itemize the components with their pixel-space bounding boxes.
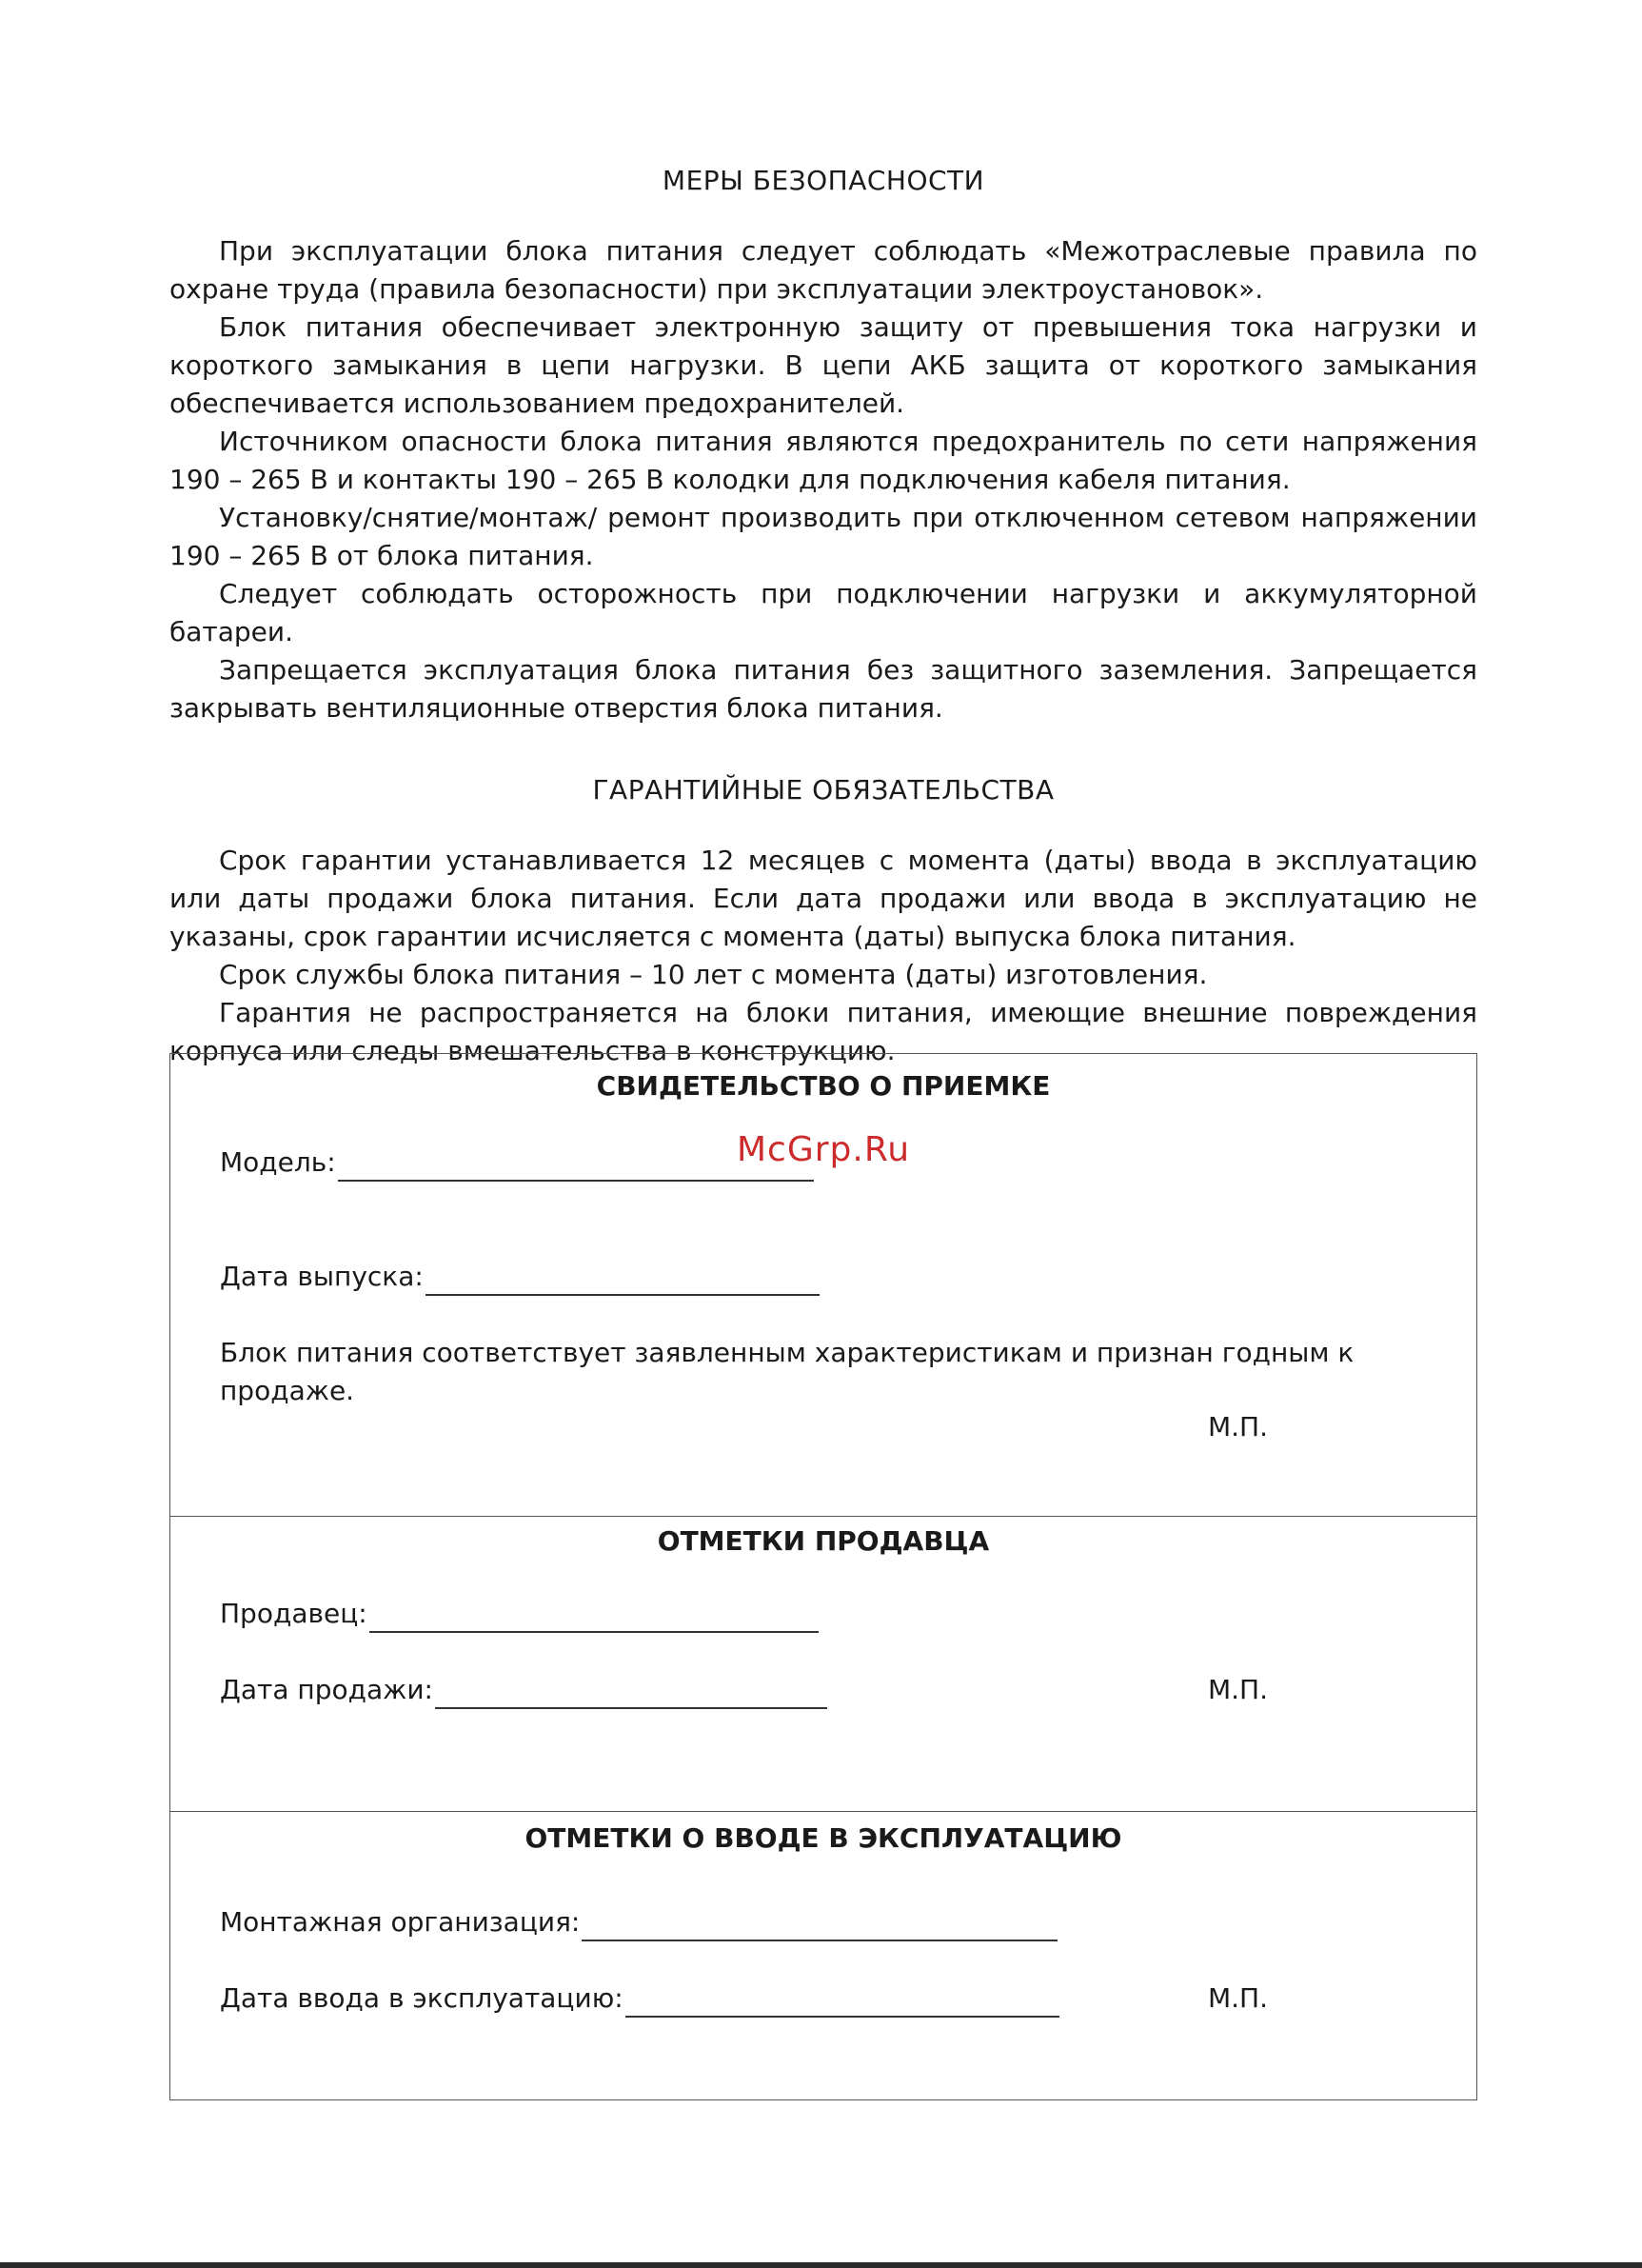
model-input-line[interactable] <box>338 1151 814 1182</box>
model-field <box>220 1144 814 1182</box>
watermark: McGrp.Ru <box>736 1130 911 1169</box>
release-date-input-line[interactable] <box>425 1265 820 1296</box>
warranty-paragraph: Срок гарантии устанавливается 12 месяцев с момента (даты) ввода в эксплуатацию или даты продажи блока питания. Если дата продажи или ввода в эксплуатацию не указаны, срок гарантии исчисляется с момента (даты) выпуска блока питания. <box>169 845 1477 952</box>
safety-paragraph: Установку/снятие/монтаж/ ремонт производить при отключенном сетевом напряжении 190 – 265 В от блока питания. <box>169 502 1477 571</box>
safety-paragraph: При эксплуатации блока питания следует соблюдать «Межотраслевые правила по охране труда (правила безопасности) при эксплуатации электроустановок». <box>169 235 1477 305</box>
org-input-line[interactable] <box>582 1911 1058 1941</box>
org-field <box>220 1903 1058 1941</box>
safety-paragraph: Блок питания обеспечивает электронную защиту от превышения тока нагрузки и короткого замыкания в цепи нагрузки. В цепи АКБ защита от короткого замыкания обеспечивается использованием предохранителей. <box>169 311 1477 419</box>
acceptance-title: СВИДЕТЕЛЬСТВО О ПРИЕМКЕ <box>596 1070 1051 1102</box>
commission-date-input-line[interactable] <box>625 1987 1059 2018</box>
commission-date-field <box>220 1980 1059 2018</box>
warranty-paragraph: Срок службы блока питания – 10 лет с момента (даты) изготовления. <box>219 959 1208 990</box>
sale-date-label: Дата продажи: <box>220 1674 433 1705</box>
safety-paragraph: Источником опасности блока питания являются предохранитель по сети напряжения 190 – 265 В и контакты 190 – 265 В колодки для подключения кабеля питания. <box>169 426 1477 495</box>
commissioning-stamp: М.П. <box>1208 1982 1269 2014</box>
certificate-box <box>169 1053 1477 2100</box>
document-body <box>169 152 1477 1070</box>
safety-paragraph: Запрещается эксплуатация блока питания без защитного заземления. Запрещается закрывать вентиляционные отверстия блока питания. <box>169 654 1477 724</box>
seller-section <box>170 1517 1476 1812</box>
warranty-title: ГАРАНТИЙНЫЕ ОБЯЗАТЕЛЬСТВА <box>592 774 1055 806</box>
seller-field <box>220 1595 819 1633</box>
safety-title: МЕРЫ БЕЗОПАСНОСТИ <box>662 165 985 196</box>
org-label: Монтажная организация: <box>220 1906 581 1938</box>
warranty-paragraphs <box>169 842 1477 1070</box>
acceptance-section <box>170 1054 1476 1517</box>
seller-label: Продавец: <box>220 1598 367 1629</box>
warranty-paragraph: Гарантия не распространяется на блоки питания, имеющие внешние повреждения корпуса или следы вмешательства в конструкцию. <box>169 997 1477 1066</box>
sale-date-field <box>220 1671 827 1709</box>
release-date-field <box>220 1258 820 1296</box>
commissioning-section <box>170 1812 1476 2099</box>
model-label: Модель: <box>220 1146 336 1178</box>
seller-stamp: М.П. <box>1208 1674 1269 1705</box>
bottom-border <box>0 2262 1642 2268</box>
seller-input-line[interactable] <box>369 1602 819 1633</box>
commission-date-label: Дата ввода в эксплуатацию: <box>220 1982 623 2014</box>
safety-paragraph: Следует соблюдать осторожность при подключении нагрузки и аккумуляторной батареи. <box>169 578 1477 647</box>
safety-paragraphs <box>169 232 1477 727</box>
acceptance-stamp: М.П. <box>1208 1411 1269 1442</box>
release-date-label: Дата выпуска: <box>220 1261 424 1292</box>
acceptance-statement: Блок питания соответствует заявленным характеристикам и признан годным к продаже. <box>220 1337 1355 1406</box>
commissioning-title: ОТМЕТКИ О ВВОДЕ В ЭКСПЛУАТАЦИЮ <box>524 1822 1122 1854</box>
sale-date-input-line[interactable] <box>435 1679 827 1709</box>
seller-title: ОТМЕТКИ ПРОДАВЦА <box>657 1525 990 1557</box>
